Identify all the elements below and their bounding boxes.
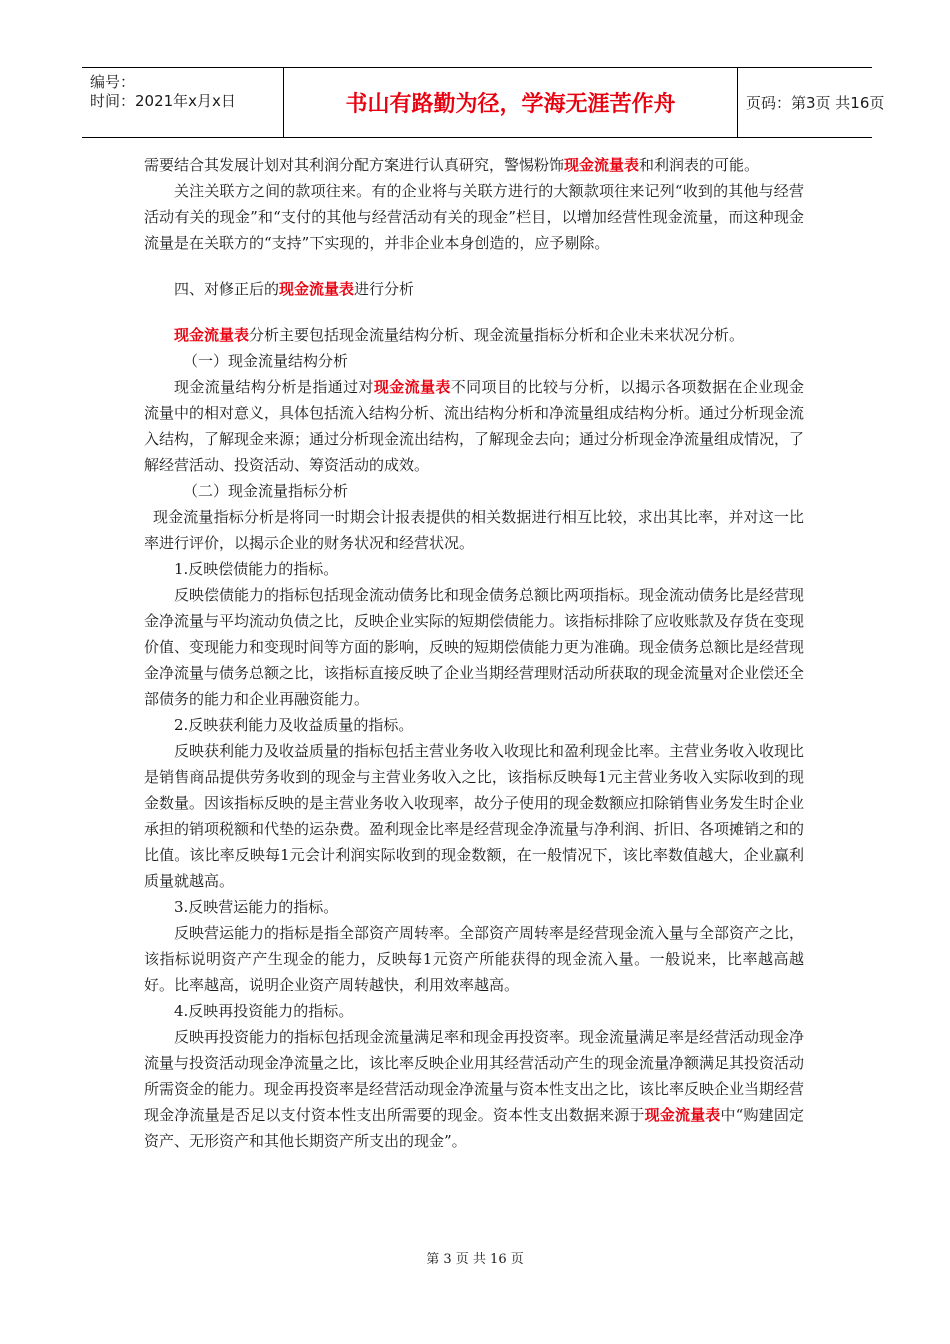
paragraph: 现金流量结构分析是指通过对现金流量表不同项目的比较与分析，以揭示各项数据在企业现金流量中的相对意义，具体包括流入结构分析、流出结构分析和净流量组成结构分析。通过分析现金流入结构，了解现金来源；通过分析现金流出结构，了解现金去向；通过分析现金净流量组成情况，了解经营活动、投资活动、筹资活动的成效。 [144, 378, 805, 474]
paragraph: 反映获利能力及收益质量的指标包括主营业务收入收现比和盈利现金比率。主营业务收入收现比是销售商品提供劳务收到的现金与主营业务收入之比，该指标反映每1元主营业务收入实际收到的现金数量。因该指标反映的是主营业务收入收现率，故分子使用的现金数额应扣除销售业务发生时企业承担的销项税额和代垫的运杂费。盈利现金比率是经营现金净流量与净利润、折旧、各项摊销之和的比值。该比率反映每1元会计利润实际收到的现金数额，在一般情况下，该比率数值越大，企业赢利质量就越高。 [144, 742, 805, 890]
paragraph: 反映营运能力的指标是指全部资产周转率。全部资产周转率是经营现金流入量与全部资产之比，该指标说明资产产生现金的能力，反映每1元资产所能获得的现金流入量。一般说来，比率越高越好。比率越高，说明企业资产周转越快，利用效率越高。 [144, 924, 805, 994]
paragraph: 现金流量表分析主要包括现金流量结构分析、现金流量指标分析和企业未来状况分析。 [174, 326, 745, 344]
doc-number-label: 编号： [90, 73, 136, 91]
paragraph: 需要结合其发展计划对其利润分配方案进行认真研究，警惕粉饰现金流量表和利润表的可能。 [144, 156, 760, 174]
item-heading: 3.反映营运能力的指标。 [174, 898, 339, 916]
subsection-heading: （二）现金流量指标分析 [183, 482, 349, 500]
keyword-highlight: 现金流量表 [373, 378, 451, 396]
doc-date-label: 时间：2021年x月x日 [90, 92, 236, 110]
header-motto: 书山有路勤为径，学海无涯苦作舟 [284, 68, 738, 137]
item-heading: 4.反映再投资能力的指标。 [174, 1002, 354, 1020]
item-heading: 2.反映获利能力及收益质量的指标。 [174, 716, 414, 734]
paragraph: 反映再投资能力的指标包括现金流量满足率和现金再投资率。现金流量满足率是经营活动现金净流量与投资活动现金净流量之比，该比率反映企业用其经营活动产生的现金流量净额满足其投资活动所需资金的能力。现金再投资率是经营活动现金净流量与资本性支出之比，该比率反映企业当期经营现金净流量是否足以支付资本性支出所需要的现金。资本性支出数据来源于现金流量表中“购建固定资产、无形资产和其他长期资产所支出的现金”。 [144, 1028, 805, 1150]
page-footer: 第 3 页 共 16 页 [426, 1252, 524, 1267]
keyword-highlight: 现金流量表 [644, 1106, 721, 1124]
item-heading: 1.反映偿债能力的指标。 [174, 560, 339, 578]
paragraph: 关注关联方之间的款项往来。有的企业将与关联方进行的大额款项往来记列“收到的其他与经营活动有关的现金”和“支付的其他与经营活动有关的现金”栏目，以增加经营性现金流量，而这种现金流量是在关联方的“支持”下实现的，并非企业本身创造的，应予剔除。 [144, 182, 804, 252]
page-header [82, 67, 885, 138]
subsection-heading: （一）现金流量结构分析 [183, 352, 349, 370]
keyword-highlight: 现金流量表 [564, 156, 640, 174]
paragraph: 现金流量指标分析是将同一时期会计报表提供的相关数据进行相互比较，求出其比率，并对这一比率进行评价，以揭示企业的财务状况和经营状况。 [144, 508, 804, 552]
keyword-highlight: 现金流量表 [279, 280, 355, 298]
keyword-highlight: 现金流量表 [174, 326, 250, 344]
document-body [144, 152, 804, 1154]
paragraph: 反映偿债能力的指标包括现金流动债务比和现金债务总额比两项指标。现金流动债务比是经营现金净流量与平均流动负债之比，反映企业实际的短期偿债能力。该指标排除了应收账款及存货在变现价值、变现能力和变现时间等方面的影响，反映的短期偿债能力更为准确。现金债务总额比是经营现金净流量与债务总额之比，该指标直接反映了企业当期经营理财活动所获取的现金流量对企业偿还全部债务的能力和企业再融资能力。 [144, 586, 805, 708]
header-page-label: 页码：第3页 共16页 [746, 94, 885, 112]
section-heading: 四、对修正后的现金流量表进行分析 [174, 280, 415, 298]
header-meta [82, 68, 284, 137]
